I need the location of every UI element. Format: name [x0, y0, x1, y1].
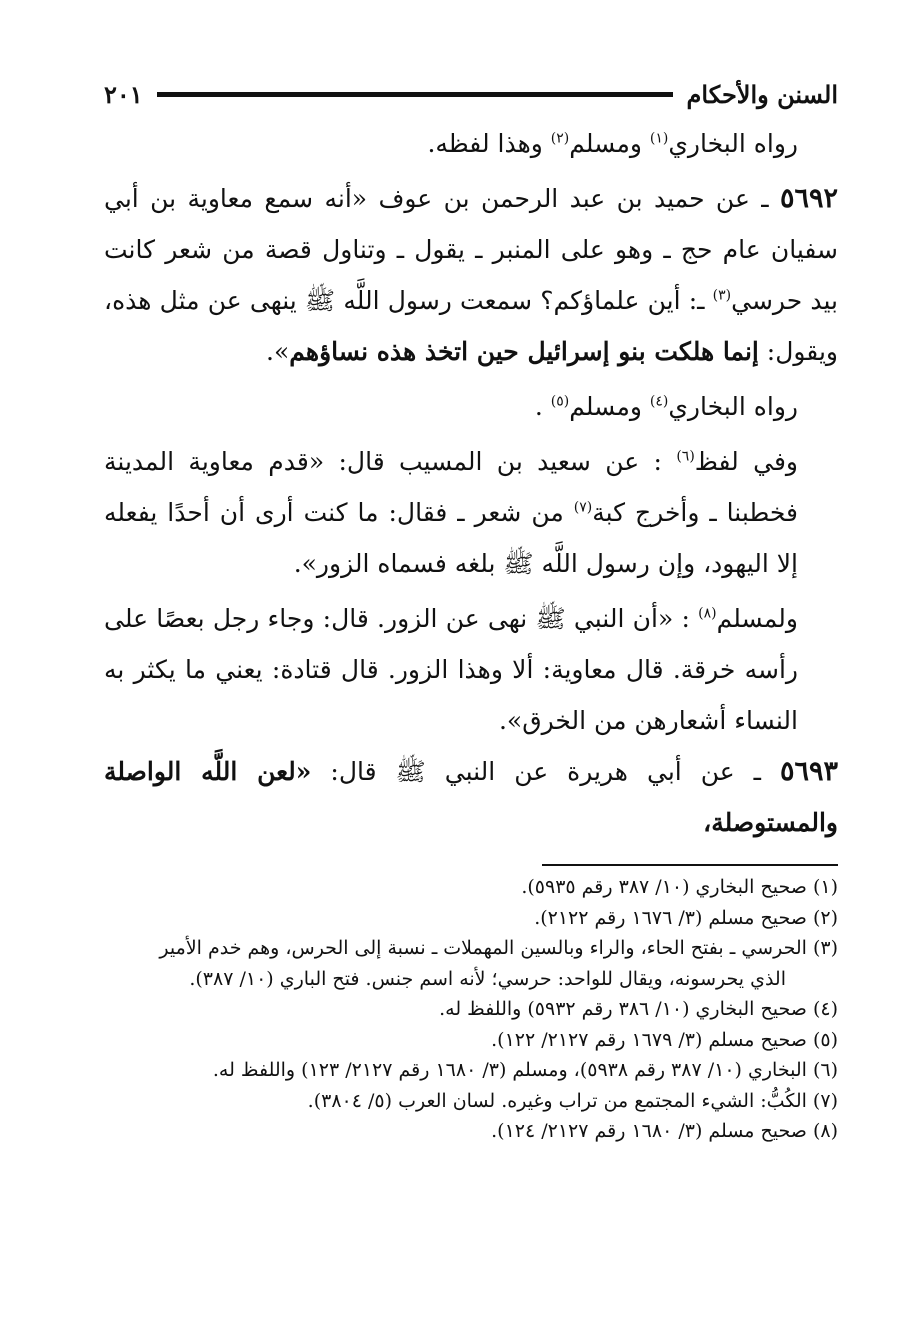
footnote-ref[interactable]: (٤) — [649, 393, 669, 410]
footnote-ref[interactable]: (٨) — [698, 605, 717, 622]
footnote-8: (٨) صحيح مسلم (٣/ ١٦٨٠ رقم ٢١٢٧/ ١٢٤). — [491, 1120, 838, 1142]
paragraph-muslim-version: ولمسلم$^{(٨)}$ : «أن النبي ﷺ نهى عن الزور. قال: وجاء رجل بعصًا على رأسه خرقة. قال معاوية: ألا وهذا الزور. قال قتادة: يعني ما يكثر به النساء أشعارهن من الخرق». — [104, 604, 798, 735]
footnote-1: (١) صحيح البخاري (١٠/ ٣٨٧ رقم ٥٩٣٥). — [521, 876, 838, 898]
footnote-separator — [542, 864, 838, 866]
paragraph-variant-wording: وفي لفظ$^{(٦)}$ : عن سعيد بن المسيب قال: «قدم معاوية المدينة فخطبنا ـ وأخرج كبة$^{(٧)}$ من شعر ـ فقال: ما كنت أرى أن أحدًا يفعله إلا اليهود، وإن رسول اللَّه ﷺ بلغه فسماه الزور». — [104, 447, 799, 578]
paragraph-narration-1: رواه البخاري$^{(١)}$ ومسلم$^{(٢)}$ وهذا لفظه. — [427, 129, 798, 158]
footnote-3-continued: الذي يحرسونه، ويقال للواحد: حرسي؛ لأنه اسم جنس. فتح الباري (١٠/ ٣٨٧). — [189, 967, 786, 990]
footnotes — [104, 872, 838, 1147]
bold-quote: «لعن اللَّه الواصلة والمستوصلة، — [104, 757, 838, 837]
header-rule — [157, 92, 673, 97]
footnote-3: (٣) الحرسي ـ بفتح الحاء، والراء وبالسين المهملات ـ نسبة إلى الحرس، وهم خدم الأمير — [159, 937, 838, 959]
footnote-4: (٤) صحيح البخاري (١٠/ ٣٨٦ رقم ٥٩٣٢) واللفظ له. — [439, 998, 838, 1020]
footnote-ref[interactable]: (٧) — [573, 499, 593, 516]
bold-quote: إنما هلكت بنو إسرائيل حين اتخذ هذه نساؤهم — [289, 337, 759, 366]
hadith-number: ٥٦٩٣ — [779, 756, 838, 787]
footnote-ref[interactable]: (٦) — [676, 448, 695, 465]
footnote-ref[interactable]: (٥) — [550, 393, 570, 410]
running-header — [104, 74, 838, 114]
page-number: ٢٠١ — [104, 79, 143, 109]
footnote-5: (٥) صحيح مسلم (٣/ ١٦٧٩ رقم ٢١٢٧/ ١٢٢). — [491, 1028, 838, 1051]
footnote-ref[interactable]: (٢) — [550, 130, 570, 147]
main-text — [104, 118, 838, 848]
paragraph-narration-2: رواه البخاري$^{(٤)}$ ومسلم$^{(٥)}$ . — [534, 392, 798, 421]
hadith-5693: ٥٦٩٣ ـ عن أبي هريرة عن النبي ﷺ قال: «لعن اللَّه الواصلة والمستوصلة، — [104, 756, 838, 837]
footnote-ref[interactable]: (١) — [649, 130, 669, 147]
hadith-5692: ٥٦٩٢ ـ عن حميد بن عبد الرحمن بن عوف «أنه سمع معاوية بن أبي سفيان عام حج ـ وهو على المنبر ـ يقول ـ وتناول قصة من شعر كانت بيد حرسي$^{(٣)}$ ـ: أين علماؤكم؟ سمعت رسول اللَّه ﷺ ينهى عن مثل هذه، ويقول: إنما هلكت بنو إسرائيل حين اتخذ هذه نساؤهم». — [104, 183, 838, 366]
footnote-7: (٧) الكُبُّ: الشيء المجتمع من تراب وغيره. لسان العرب (٥/ ٣٨٠٤). — [307, 1089, 838, 1112]
footnote-2: (٢) صحيح مسلم (٣/ ١٦٧٦ رقم ٢١٢٢). — [534, 906, 838, 929]
footnote-6: (٦) البخاري (١٠/ ٣٨٧ رقم ٥٩٣٨)، ومسلم (٣/ ١٦٨٠ رقم ٢١٢٧/ ١٢٣) واللفظ له. — [212, 1059, 838, 1081]
running-title: السنن والأحكام — [686, 79, 838, 109]
footnote-ref[interactable]: (٣) — [712, 287, 732, 304]
hadith-number: ٥٦٩٢ — [779, 183, 838, 214]
